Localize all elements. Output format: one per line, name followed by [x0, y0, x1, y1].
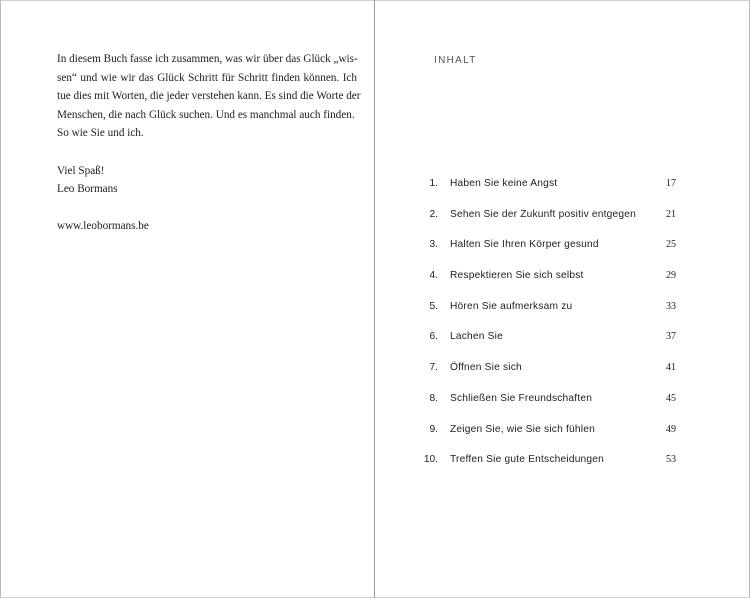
- toc-entry-page: 41: [666, 362, 676, 374]
- toc-entry[interactable]: [423, 454, 678, 485]
- toc-entry-number: 6.: [429, 331, 438, 343]
- left-page-text: [57, 50, 361, 236]
- website-link[interactable]: www.leobormans.be: [57, 220, 149, 233]
- toc-entry[interactable]: [426, 209, 678, 240]
- signoff: [57, 162, 357, 199]
- toc-entry[interactable]: [426, 301, 678, 332]
- signoff-greeting: Viel Spaß!: [57, 164, 105, 177]
- toc-entry-title: Zeigen Sie, wie Sie sich fühlen: [450, 423, 595, 435]
- toc-entry-page: 17: [666, 178, 676, 189]
- toc-entry-page: 53: [666, 454, 676, 466]
- toc-entry-title: Hören Sie aufmerksam zu: [450, 300, 573, 312]
- paragraph-line: sen“ und wie wir das Glück Schritt für Schritt finden können. Ich: [57, 71, 357, 84]
- toc-entry-title: Haben Sie keine Angst: [450, 178, 558, 189]
- toc-entry[interactable]: [426, 178, 678, 209]
- toc-entry-page: 37: [666, 331, 676, 343]
- toc-entry-number: 5.: [429, 300, 438, 312]
- toc-entry-number: 4.: [429, 270, 438, 282]
- toc-entry[interactable]: [426, 424, 678, 455]
- toc-entry[interactable]: [426, 239, 678, 270]
- paragraph-line: So wie Sie und ich.: [57, 127, 144, 140]
- toc-entry[interactable]: [426, 393, 678, 424]
- toc-entry-title: Lachen Sie: [450, 331, 503, 343]
- toc-entry-page: 45: [666, 392, 676, 404]
- toc-entry-title: Halten Sie Ihren Körper gesund: [450, 239, 599, 251]
- toc-heading: INHALT: [434, 55, 477, 66]
- signoff-author: Leo Bormans: [57, 183, 118, 196]
- toc-entry-title: Respektieren Sie sich selbst: [450, 270, 584, 282]
- toc-entry-number: 7.: [429, 362, 438, 374]
- intro-paragraph: [57, 50, 361, 143]
- toc-entry-number: 9.: [429, 423, 438, 435]
- toc-entry-title: Schließen Sie Freundschaften: [450, 392, 593, 404]
- toc-entry-page: 21: [666, 208, 676, 220]
- toc-entry-page: 29: [666, 270, 676, 282]
- toc-entry-page: 25: [666, 239, 676, 251]
- table-of-contents: [423, 178, 678, 485]
- toc-entry-title: Treffen Sie gute Entscheidungen: [450, 454, 605, 466]
- paragraph-line: In diesem Buch fasse ich zusammen, was wir über das Glück „wis-: [57, 53, 358, 65]
- paragraph-line: tue dies mit Worten, die jeder verstehen kann. Es sind die Worte der: [57, 90, 361, 103]
- toc-entry-number: 8.: [429, 392, 438, 404]
- toc-entry-number: 2.: [429, 208, 438, 220]
- toc-entry-number: 10.: [423, 454, 438, 466]
- toc-entry-title: Öffnen Sie sich: [450, 362, 522, 374]
- toc-entry[interactable]: [426, 270, 678, 301]
- toc-entry[interactable]: [426, 331, 678, 362]
- toc-entry-number: 3.: [429, 239, 438, 251]
- toc-entry[interactable]: [426, 362, 678, 393]
- toc-entry-page: 49: [666, 423, 676, 435]
- toc-entry-title: Sehen Sie der Zukunft positiv entgegen: [450, 208, 637, 220]
- toc-entry-number: 1.: [429, 178, 438, 189]
- paragraph-line: Menschen, die nach Glück suchen. Und es manchmal auch finden.: [57, 108, 355, 121]
- toc-entry-page: 33: [666, 300, 676, 312]
